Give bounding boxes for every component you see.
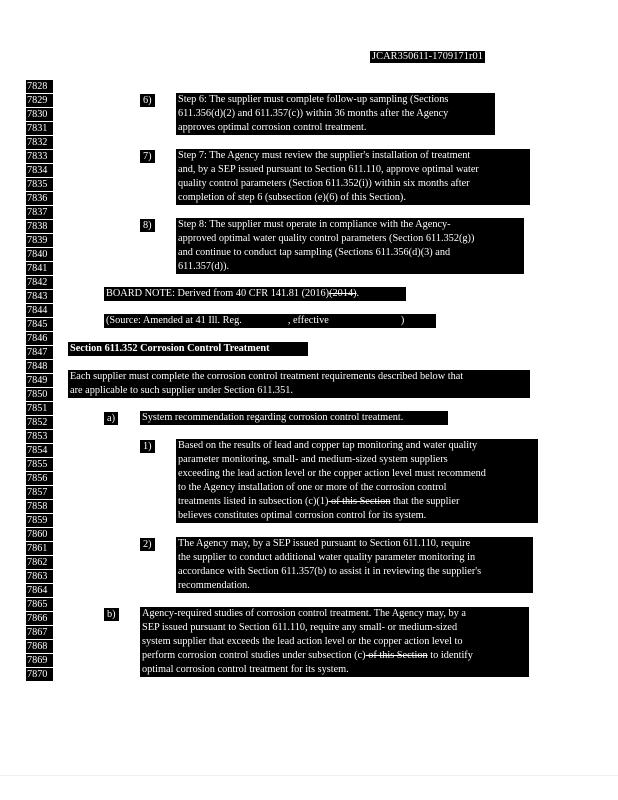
intro-line: are applicable to such supplier under Section 611.351. xyxy=(70,385,293,396)
source-line xyxy=(104,314,436,328)
line-number: 7834 xyxy=(26,164,53,177)
line-number: 7830 xyxy=(26,108,53,121)
line-number: 7849 xyxy=(26,374,53,387)
item-a1-line5-end: that the supplier xyxy=(390,496,460,507)
line-number: 7837 xyxy=(26,206,53,219)
source-end: ) xyxy=(400,315,405,326)
line-number: 7845 xyxy=(26,318,53,331)
line-number: 7842 xyxy=(26,276,53,289)
line-number: 7833 xyxy=(26,150,53,163)
line-number: 7846 xyxy=(26,332,53,345)
subsection-b-line: SEP issued pursuant to Section 611.110, require any small- or medium-sized xyxy=(142,622,458,633)
step-7-line: quality control parameters (Section 611.352(i)) within six months after xyxy=(178,178,470,189)
line-number: 7867 xyxy=(26,626,53,639)
step-8-line: 611.357(d)). xyxy=(178,261,230,272)
line-number: 7851 xyxy=(26,402,53,415)
item-a2-line: accordance with Section 611.357(b) to assist it in reviewing the supplier's xyxy=(178,566,482,577)
line-number: 7836 xyxy=(26,192,53,205)
subsection-b-line: Agency-required studies of corrosion control treatment. The Agency may, by a xyxy=(142,608,466,619)
step-7-text xyxy=(176,149,530,205)
item-a1-line: parameter monitoring, small- and medium-sized system suppliers xyxy=(178,454,448,465)
subsection-b-line4-start: perform corrosion control studies under subsection (c) xyxy=(142,650,366,661)
line-number: 7857 xyxy=(26,486,53,499)
line-number: 7859 xyxy=(26,514,53,527)
line-number: 7839 xyxy=(26,234,53,247)
line-number: 7840 xyxy=(26,248,53,261)
line-number: 7853 xyxy=(26,430,53,443)
line-number: 7858 xyxy=(26,500,53,513)
line-number: 7850 xyxy=(26,388,53,401)
page-bottom-rule xyxy=(0,775,618,776)
board-note-struck: (2014) xyxy=(329,288,357,299)
item-a1-line: exceeding the lead action level or the copper action level must recommend xyxy=(178,468,486,479)
item-a2-marker: 2) xyxy=(140,538,155,551)
step-6-line: 611.356(d)(2) and 611.357(c)) within 36 months after the Agency xyxy=(178,108,449,119)
item-a1-line: to the Agency installation of one or more of the corrosion control xyxy=(178,482,447,493)
board-note-text: BOARD NOTE: Derived from 40 CFR 141.81 (2016) xyxy=(106,288,330,299)
board-note xyxy=(104,287,406,301)
subsection-b-line4-end: to identify xyxy=(427,650,473,661)
item-a2-line: The Agency may, by a SEP issued pursuant to Section 611.110, require xyxy=(178,538,471,549)
item-a2-line: recommendation. xyxy=(178,580,250,591)
step-7-marker: 7) xyxy=(140,150,155,163)
source-start: (Source: Amended at 41 Ill. Reg. xyxy=(106,315,242,326)
step-8-text xyxy=(176,218,524,274)
line-number: 7855 xyxy=(26,458,53,471)
line-number: 7832 xyxy=(26,136,53,149)
item-a1-line5-start: treatments listed in subsection (c)(1) xyxy=(178,496,329,507)
line-number: 7862 xyxy=(26,556,53,569)
line-number: 7841 xyxy=(26,262,53,275)
step-6-marker: 6) xyxy=(140,94,155,107)
line-number: 7838 xyxy=(26,220,53,233)
line-number: 7828 xyxy=(26,80,53,93)
intro-paragraph xyxy=(68,370,530,398)
step-8-line: approved optimal water quality control parameters (Section 611.352(g)) xyxy=(178,233,475,244)
line-number: 7865 xyxy=(26,598,53,611)
line-number: 7848 xyxy=(26,360,53,373)
item-a1-line5-struck: of this Section xyxy=(328,496,391,507)
line-number: 7847 xyxy=(26,346,53,359)
item-a1-line: believes constitutes optimal corrosion control for its system. xyxy=(178,510,427,521)
line-number: 7861 xyxy=(26,542,53,555)
item-a1-text xyxy=(176,439,538,523)
line-number: 7852 xyxy=(26,416,53,429)
section-heading-text: Section 611.352 Corrosion Control Treatment xyxy=(70,343,270,354)
subsection-a-marker: a) xyxy=(104,412,118,425)
step-8-marker: 8) xyxy=(140,219,155,232)
subsection-a-heading xyxy=(140,411,448,425)
subsection-b-marker: b) xyxy=(104,608,119,621)
line-number: 7844 xyxy=(26,304,53,317)
item-a2-text xyxy=(176,537,533,593)
item-a2-line: the supplier to conduct additional water quality parameter monitoring in xyxy=(178,552,476,563)
line-number: 7854 xyxy=(26,444,53,457)
line-number: 7870 xyxy=(26,668,53,681)
subsection-b-line: system supplier that exceeds the lead action level or the copper action level to xyxy=(142,636,463,647)
line-number: 7831 xyxy=(26,122,53,135)
section-heading xyxy=(68,342,308,356)
step-8-line: Step 8: The supplier must operate in compliance with the Agency- xyxy=(178,219,451,230)
line-number: 7868 xyxy=(26,640,53,653)
subsection-b-text xyxy=(140,607,529,677)
line-number: 7835 xyxy=(26,178,53,191)
line-number: 7860 xyxy=(26,528,53,541)
line-number: 7829 xyxy=(26,94,53,107)
step-7-line: and, by a SEP issued pursuant to Section 611.110, approve optimal water xyxy=(178,164,479,175)
subsection-b-line: optimal corrosion control treatment for its system. xyxy=(142,664,349,675)
line-number: 7869 xyxy=(26,654,53,667)
line-number: 7843 xyxy=(26,290,53,303)
item-a1-marker: 1) xyxy=(140,440,155,453)
line-number: 7864 xyxy=(26,584,53,597)
step-6-line: approves optimal corrosion control treatment. xyxy=(178,122,367,133)
subsection-b-line4-struck: of this Section xyxy=(365,650,428,661)
item-a1-line: Based on the results of lead and copper tap monitoring and water quality xyxy=(178,440,478,451)
step-8-line: and continue to conduct tap sampling (Sections 611.356(d)(3) and xyxy=(178,247,451,258)
line-number: 7856 xyxy=(26,472,53,485)
document-code-header: JCAR350611-1709171r01 xyxy=(372,51,483,62)
source-mid: , effective xyxy=(287,315,329,326)
board-note-end: . xyxy=(356,288,360,299)
step-7-line: Step 7: The Agency must review the supplier's installation of treatment xyxy=(178,150,471,161)
step-7-line: completion of step 6 (subsection (e)(6) of this Section). xyxy=(178,192,406,203)
line-number: 7863 xyxy=(26,570,53,583)
subsection-a-heading-text: System recommendation regarding corrosion control treatment. xyxy=(142,412,404,423)
intro-line: Each supplier must complete the corrosion control treatment requirements described below that xyxy=(70,371,464,382)
step-6-line: Step 6: The supplier must complete follow-up sampling (Sections xyxy=(178,94,449,105)
line-number: 7866 xyxy=(26,612,53,625)
step-6-text xyxy=(176,93,495,135)
